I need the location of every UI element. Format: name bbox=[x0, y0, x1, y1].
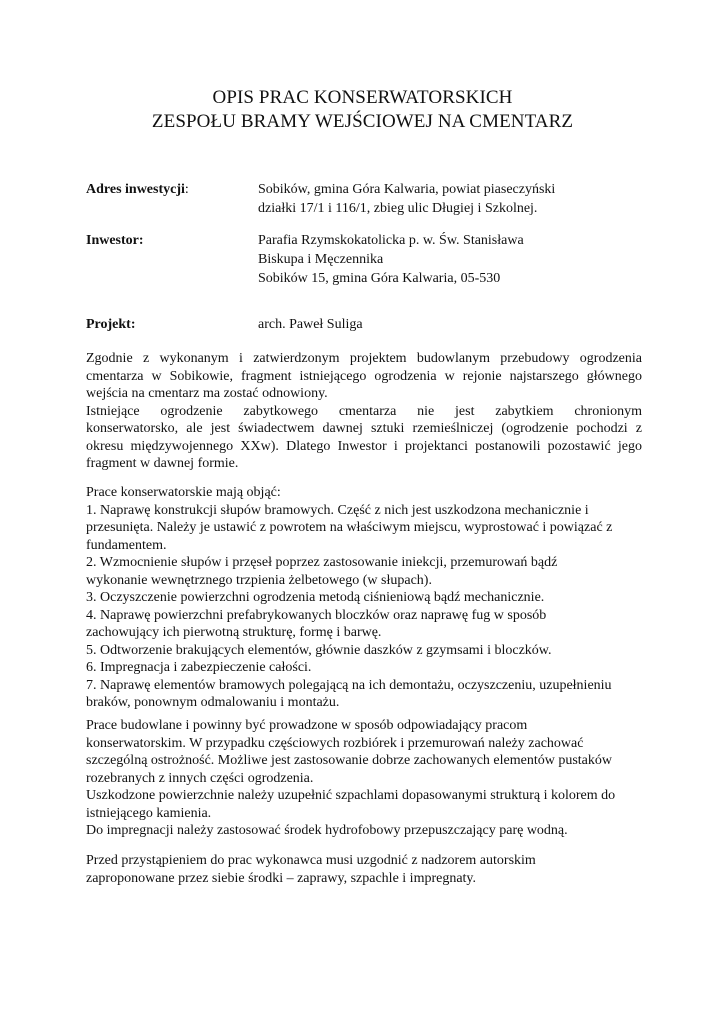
intro-line: Istniejące ogrodzenie zabytkowego cmentarza nie jest zabytkiem chronionym bbox=[86, 403, 642, 419]
works-line: Prace konserwatorskie mają objąć: bbox=[86, 485, 281, 500]
intro-line: okresu międzywojennego XXw). Dlatego Inwestor i projektanci postanowili pozostawić jego bbox=[86, 438, 642, 454]
document-title-line-1: OPIS PRAC KONSERWATORSKICH bbox=[212, 87, 513, 108]
works-line: przesunięta. Należy je ustawić z powrotem na właściwym miejscu, wyprostować i powiązać z bbox=[86, 520, 613, 535]
guidelines-line: Prace budowlane i powinny być prowadzone w sposób odpowiadający pracom bbox=[86, 718, 528, 733]
guidelines-line: Do impregnacji należy zastosować środek hydrofobowy przepuszczający parę wodną. bbox=[86, 823, 568, 838]
address-line-1: Sobików, gmina Góra Kalwaria, powiat piaseczyński bbox=[258, 182, 556, 197]
investor-line-3: Sobików 15, gmina Góra Kalwaria, 05-530 bbox=[258, 271, 501, 286]
address-label-colon: : bbox=[184, 182, 189, 197]
intro-line: fragment w dawnej formie. bbox=[86, 456, 239, 471]
guidelines-line: rozebranych z innych części ogrodzenia. bbox=[86, 770, 314, 786]
intro-line: Zgodnie z wykonanym i zatwierdzonym projektem budowlanym przebudowy ogrodzenia bbox=[86, 351, 642, 366]
works-line: 4. Naprawę powierzchni prefabrykowanych bloczków oraz naprawę fug w sposób bbox=[86, 607, 547, 623]
guidelines-line: istniejącego kamienia. bbox=[86, 805, 212, 821]
works-line: 7. Naprawę elementów bramowych polegającą na ich demontażu, oczyszczeniu, uzupełnieniu bbox=[86, 677, 612, 693]
closing-line: zaproponowane przez siebie środki – zaprawy, szpachle i impregnaty. bbox=[86, 870, 477, 886]
works-line: 3. Oczyszczenie powierzchni ogrodzenia metodą ciśnieniową bądź mechanicznie. bbox=[86, 590, 545, 605]
works-line: 5. Odtworzenie brakujących elementów, głównie daszków z gzymsami i bloczków. bbox=[86, 642, 552, 658]
project-label: Projekt: bbox=[86, 317, 136, 332]
intro-line: wejścia na cmentarz ma zostać odnowiony. bbox=[86, 386, 328, 401]
intro-paragraph bbox=[86, 350, 642, 473]
investor-label: Inwestor: bbox=[86, 233, 144, 248]
intro-line: konserwatorsko, ale jest świadectwem dawnej sztuki rzemieślniczej (ogrodzenie pochodzi z bbox=[86, 421, 642, 436]
address-label-text: Adres inwestycji bbox=[86, 182, 185, 197]
works-line: 1. Naprawę konstrukcji słupów bramowych. Część z nich jest uszkodzona mechanicznie i bbox=[86, 502, 589, 518]
project-value: arch. Paweł Suliga bbox=[258, 317, 363, 332]
closing-paragraph bbox=[86, 852, 642, 887]
intro-line: cmentarza w Sobikowie, fragment istniejącego ogrodzenia w rejonie najstarszego głównego bbox=[86, 368, 642, 384]
guidelines-line: Uszkodzone powierzchnie należy uzupełnić szpachlami dopasowanymi strukturą i kolorem do bbox=[86, 788, 616, 803]
works-line: 2. Wzmocnienie słupów i przęseł poprzez zastosowanie iniekcji, przemurowań bądź bbox=[86, 555, 558, 570]
works-line: braków, ponownym odmalowaniu i montażu. bbox=[86, 695, 340, 710]
works-line: wykonanie wewnętrznego trzpienia żelbetowego (w słupach). bbox=[86, 572, 432, 588]
guidelines-paragraph bbox=[86, 717, 642, 840]
works-line: zachowujący ich pierwotną strukturę, formę i barwę. bbox=[86, 625, 382, 640]
closing-line: Przed przystąpieniem do prac wykonawca musi uzgodnić z nadzorem autorskim bbox=[86, 853, 536, 868]
address-line-2: działki 17/1 i 116/1, zbieg ulic Długiej i Szkolnej. bbox=[258, 201, 538, 216]
address-label bbox=[86, 180, 189, 199]
works-list bbox=[86, 484, 642, 712]
works-line: fundamentem. bbox=[86, 537, 167, 553]
works-line: 6. Impregnacja i zabezpieczenie całości. bbox=[86, 660, 312, 675]
document-title-line-2: ZESPOŁU BRAMY WEJŚCIOWEJ NA CMENTARZ bbox=[151, 111, 574, 132]
investor-line-2: Biskupa i Męczennika bbox=[258, 252, 384, 267]
investor-line-1: Parafia Rzymskokatolicka p. w. Św. Stanisława bbox=[258, 233, 524, 248]
guidelines-line: szczególną ostrożność. Możliwe jest zastosowanie dobrze zachowanych elementów pustaków bbox=[86, 753, 612, 768]
guidelines-line: konserwatorskim. W przypadku częściowych rozbiórek i przemurowań należy zachować bbox=[86, 735, 584, 751]
